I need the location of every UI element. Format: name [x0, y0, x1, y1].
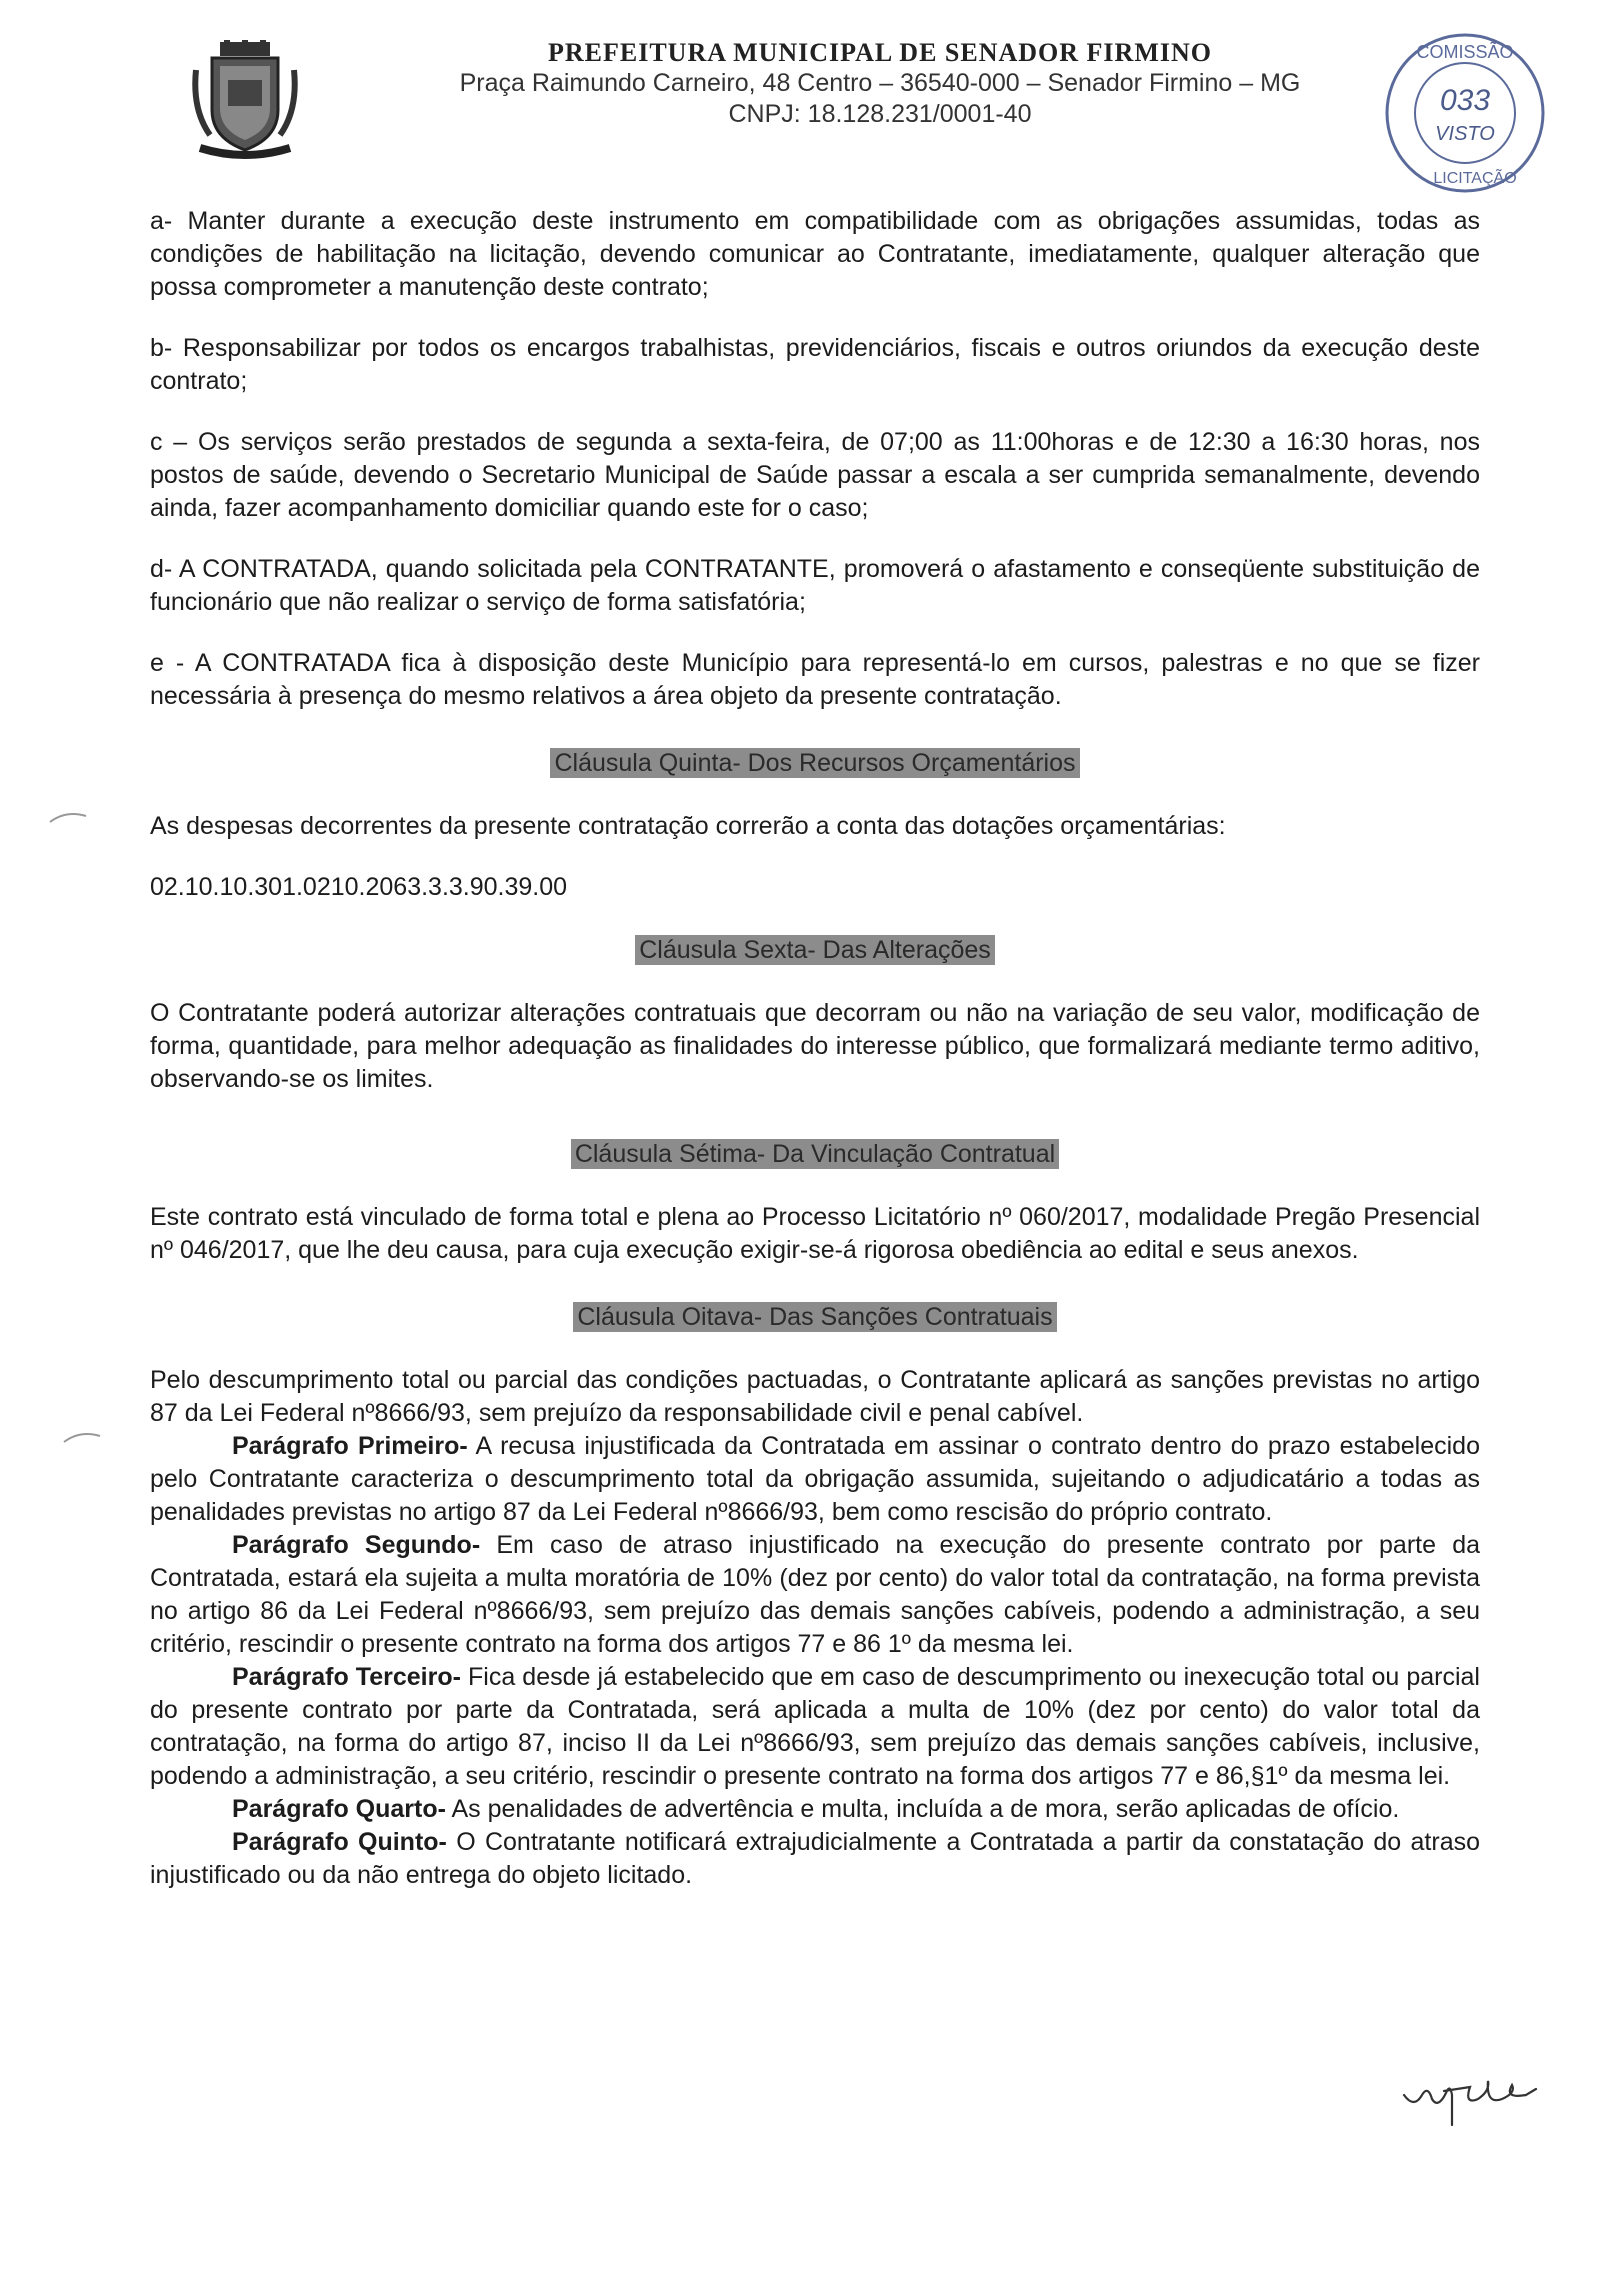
stamp-number: 033 [1439, 84, 1491, 117]
item-c: c – Os serviços serão prestados de segunda a sexta-feira, de 07;00 as 11:00horas e de 12:30 a 16:30 horas, nos postos de saúde, devendo o Secretario Municipal de Saúde passar a escala a ser cumprida semanalmente, devendo ainda, fazer acompanhamento domiciliar quando este for o caso; [150, 428, 1480, 522]
org-name: PREFEITURA MUNICIPAL DE SENADOR FIRMINO [547, 38, 1212, 67]
margin-mark [48, 808, 88, 824]
clause-5-heading-wrap [150, 747, 1480, 780]
clause-7-heading-wrap [150, 1138, 1480, 1171]
clause-7-heading: Cláusula Sétima- Da Vinculação Contratual [571, 1139, 1059, 1169]
paragraph-primeiro [150, 1430, 1480, 1529]
item-b: b- Responsabilizar por todos os encargos trabalhistas, previdenciários, fiscais e outros oriundos da execução deste contrato; [150, 334, 1480, 395]
item-e: e - A CONTRATADA fica à disposição deste Município para representá-lo em cursos, palestras e no que se fizer necessária à presença do mesmo relativos a área objeto da presente contratação. [150, 649, 1480, 710]
stamp-visto: VISTO [1435, 123, 1495, 145]
clause-5-text: As despesas decorrentes da presente contratação correrão a conta das dotações orçamentárias: [150, 812, 1226, 840]
paragraph-title: Parágrafo Segundo- [232, 1531, 481, 1559]
clause-8-heading-wrap [150, 1301, 1480, 1334]
stamp-top-text: COMISSÃO [1416, 42, 1514, 62]
paragraph-title: Parágrafo Primeiro- [232, 1432, 468, 1460]
paragraph-quinto [150, 1826, 1480, 1892]
clause-8-text: Pelo descumprimento total ou parcial das condições pactuadas, o Contratante aplicará as sanções previstas no artigo 87 da Lei Federal nº8666/93, sem prejuízo da responsabilidade civil e penal cabível. [150, 1366, 1480, 1427]
margin-mark [62, 1428, 102, 1444]
org-address: Praça Raimundo Carneiro, 48 Centro – 36540-000 – Senador Firmino – MG [459, 69, 1301, 97]
paragraph-terceiro [150, 1661, 1480, 1793]
paragraph-text: Em caso de atraso injustificado na execução do presente contrato por parte da Contratada, estará ela sujeita a multa moratória de 10% (dez por cento) do valor total da contratação, na forma prevista no artigo 86 da Lei Federal nº8666/93, sem prejuízo das demais sanções cabíveis, podendo a administração, a seu critério, rescindir o presente contrato na forma dos artigos 77 e 86 1º da mesma lei. [150, 1531, 1481, 1658]
clause-8-heading: Cláusula Oitava- Das Sanções Contratuais [573, 1302, 1056, 1332]
paragraph-text: As penalidades de advertência e multa, incluída a de mora, serão aplicadas de ofício. [445, 1795, 1400, 1823]
commission-stamp-icon [1380, 28, 1550, 198]
paragraph-text: Fica desde já estabelecido que em caso de descumprimento ou inexecução total ou parcial do presente contrato por parte da Contratada, será aplicada a multa de 10% (dez por cento) do valor total da contratação, na forma do artigo 87, inciso II da Lei nº8666/93, sem prejuízo das demais sanções cabíveis, inclusive, podendo a administração, a seu critério, rescindir o presente contrato na forma dos artigos 77 e 86,§1º da mesma lei. [150, 1663, 1480, 1790]
clause-5-heading: Cláusula Quinta- Dos Recursos Orçamentários [550, 748, 1079, 778]
item-d: d- A CONTRATADA, quando solicitada pela CONTRATANTE, promoverá o afastamento e conseqüente substituição de funcionário que não realizar o serviço de forma satisfatória; [150, 555, 1480, 616]
municipal-crest-icon [190, 40, 300, 160]
clause-6-heading: Cláusula Sexta- Das Alterações [635, 935, 995, 965]
letterhead [380, 38, 1380, 130]
item-a: a- Manter durante a execução deste instrumento em compatibilidade com as obrigações assumidas, todas as condições de habilitação na licitação, devendo comunicar ao Contratante, imediatamente, qualquer alteração que possa comprometer a manutenção deste contrato; [150, 207, 1480, 301]
stamp-bottom-text: LICITAÇÃO [1433, 170, 1517, 187]
paragraph-title: Parágrafo Quarto- [232, 1795, 446, 1823]
paragraph-text: A recusa injustificada da Contratada em assinar o contrato dentro do prazo estabelecido pelo Contratante caracteriza o descumprimento total da obrigação assumida, sujeitando o adjudicatário a todas as penalidades previstas no artigo 87 da Lei Federal nº8666/93, bem como rescisão do próprio contrato. [150, 1432, 1480, 1526]
paragraph-title: Parágrafo Terceiro- [232, 1663, 461, 1691]
paragraph-quarto [150, 1793, 1480, 1826]
clause-7-text: Este contrato está vinculado de forma total e plena ao Processo Licitatório nº 060/2017, modalidade Pregão Presencial nº 046/2017, que lhe deu causa, para cuja execução exigir-se-á rigorosa obediência ao edital e seus anexos. [150, 1203, 1480, 1264]
contract-body [150, 205, 1480, 1892]
clause-6-text: O Contratante poderá autorizar alterações contratuais que decorram ou não na variação de seu valor, modificação de forma, quantidade, para melhor adequação as finalidades do interesse público, que formalizará mediante termo aditivo, observando-se os limites. [150, 999, 1480, 1093]
clause-6-heading-wrap [150, 934, 1480, 967]
handwritten-signature-icon [1400, 2065, 1540, 2135]
org-cnpj: CNPJ: 18.128.231/0001-40 [728, 100, 1032, 128]
paragraph-segundo [150, 1529, 1480, 1661]
paragraph-title: Parágrafo Quinto- [232, 1828, 447, 1856]
clause-5-dotacao: 02.10.10.301.0210.2063.3.3.90.39.00 [150, 873, 568, 901]
paragraph-text: O Contratante notificará extrajudicialmente a Contratada a partir da constatação do atraso injustificado ou da não entrega do objeto licitado. [150, 1828, 1480, 1889]
